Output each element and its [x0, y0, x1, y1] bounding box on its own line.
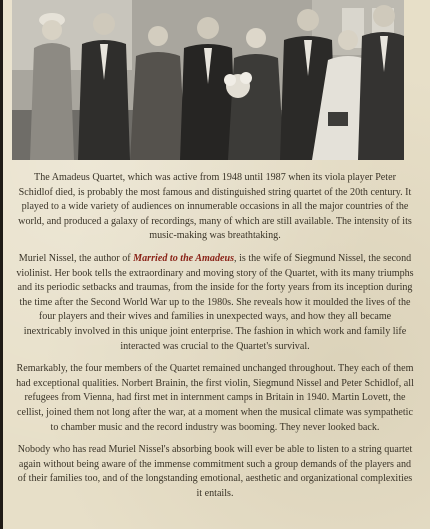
- blurb-text: [16, 171, 414, 509]
- paragraph-2-rest: , is the wife of Siegmund Nissel, the second violinist. Her book tells the extraordinary and moving story of the Quartet, with its many triumphs and its periodic setbacks and traumas, from the inside for the forty years from its inception during the time after the Second World War up to the 1980s. She reveals how it moulded the lives of the four players and their wives and families in unexpected ways, and how they all became inextricably involved in this unique joint enterprise. The fashion in which work and family life interacted was crucial to the Quartet's survival.: [16, 252, 414, 352]
- book-title: Married to the Amadeus: [133, 252, 235, 264]
- blurb-paragraph-1: The Amadeus Quartet, which was active from 1948 until 1987 when its viola player Peter Schidlof died, is probably the most famous and distinguished string quartet of the 20th century. It played to a wide variety of audiences on innumerable occasions in all the major countries of the world, and produced a galaxy of recordings, many of which are still available. The intensity of its music-making was breathtaking.: [18, 172, 412, 242]
- blurb-paragraph-3: Remarkably, the four members of the Quartet remained unchanged throughout. They each of them had exceptional qualities. Norbert Brainin, the first violin, Siegmund Nissel and Peter Schidlof, all refugees from Vienna, had first met in internment camps in Britain in 1940. Martin Lovett, the cellist, joined them not long after the war, at a moment when the musical climate was sympathetic to chamber music and the record industry was booming. They never looked back.: [16, 363, 414, 433]
- blurb-paragraph-2: [16, 252, 414, 354]
- paragraph-2-lead: Muriel Nissel, the author of: [18, 252, 134, 264]
- group-photograph: [12, 0, 404, 160]
- blurb-paragraph-4: Nobody who has read Muriel Nissel's absorbing book will ever be able to listen to a string quartet again without being aware of the immense commitment such a group demands of the players and of their families too, and of the longstanding emotional, aesthetic and organizational complexities it entails.: [17, 444, 413, 499]
- photo-illustration: [12, 0, 404, 160]
